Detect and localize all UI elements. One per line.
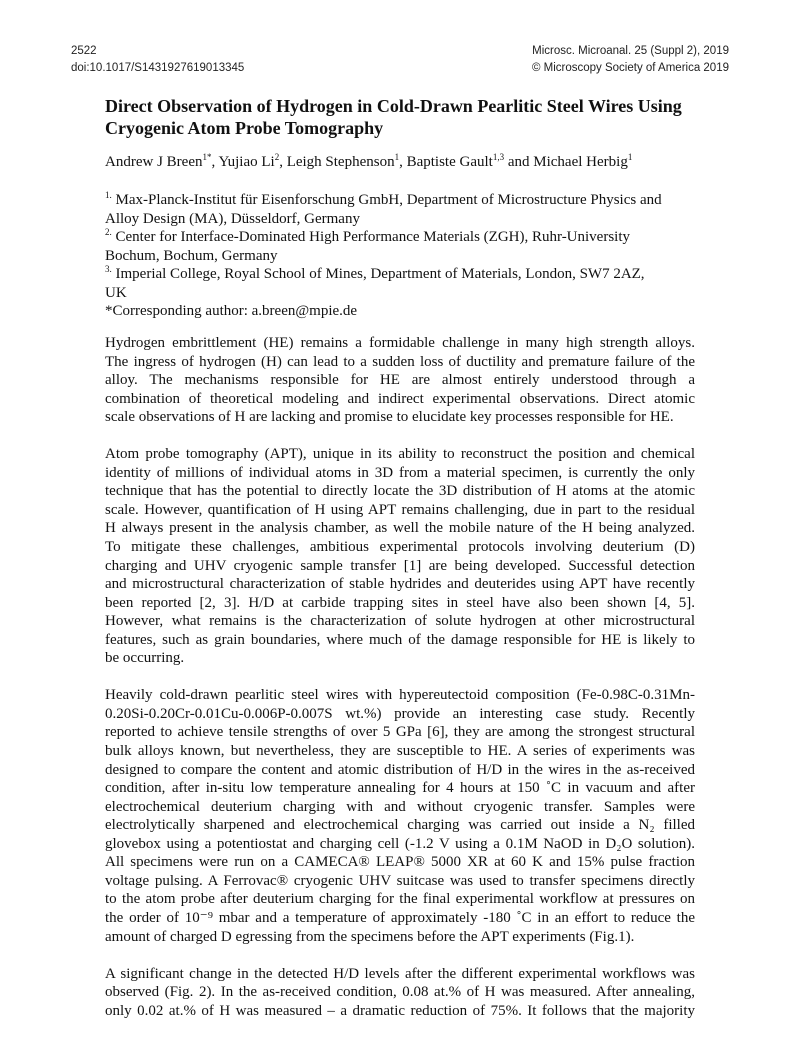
author-separator: , — [399, 154, 407, 170]
text-line: only 0.02 at.% of H was measured – a dramatic reduction of 75%. It follows that the majority — [105, 1002, 695, 1019]
text-line: Hydrogen embrittlement (HE) remains a formidable challenge in many high strength alloys. — [105, 335, 695, 351]
paragraph — [105, 686, 695, 946]
text-line: A significant change in the detected H/D levels after the different experimental workflows was — [105, 965, 695, 982]
text-line: glovebox using a potentiostat and charging cell (-1.2 V using a 0.1M NaOD in D₂O solution). — [105, 835, 695, 852]
author-separator: and — [504, 154, 534, 170]
author-name: Yujiao Li — [218, 154, 275, 170]
author-separator: , — [279, 154, 287, 170]
affiliation-number: 2. — [105, 227, 112, 237]
affiliation-line — [105, 284, 662, 303]
text-line: 0.20Si-0.20Cr-0.01Cu-0.006P-0.007S wt.%) provide an interesting case study. Recently — [105, 705, 695, 722]
text-line: observed (Fig. 2). In the as-received condition, 0.08 at.% of H was measured. After annealing, — [105, 984, 695, 1001]
title-line: Direct Observation of Hydrogen in Cold-Drawn Pearlitic Steel Wires Using — [105, 96, 682, 116]
text-line: All specimens were run on a CAMECA® LEAP® 5000 XR at 60 K and 15% pulse fraction — [105, 854, 695, 871]
affiliation-number: 3. — [105, 264, 112, 274]
text-line: electrolytically sharpened and electrochemical charging was carried out inside a N₂ filled — [105, 817, 695, 834]
text-line: the order of 10⁻⁹ mbar and a temperature of approximately -180 ˚C in an effort to reduce the — [105, 909, 695, 926]
header-left — [71, 43, 244, 76]
text-line: reported to achieve tensile strengths of over 5 GPa [6], they are among the strongest structural — [105, 724, 695, 741]
text-line: electrochemical deuterium charging with and without cryogenic transfer. Samples were — [105, 798, 695, 815]
affiliation-line — [105, 228, 662, 247]
text-line: be occurring. — [105, 650, 185, 667]
affiliation-number: 1. — [105, 190, 112, 200]
affiliations — [105, 191, 662, 321]
text-line: To mitigate these challenges, ambitious experimental protocols involving deuterium (D) — [105, 539, 695, 556]
affiliation-text: UK — [105, 284, 127, 301]
author-name: Andrew J Breen — [105, 154, 203, 170]
text-line: features, such as grain boundaries, where much of the damage responsible for HE is likely to — [105, 631, 695, 648]
body-text — [105, 334, 695, 1039]
text-line: scale. However, quantification of H using APT remains challenging, due in part to the residual — [105, 501, 695, 518]
text-line: voltage pulsing. A Ferrovac® cryogenic UHV suitcase was used to transfer specimens directly — [105, 872, 695, 889]
author-affiliation-mark: 1* — [202, 152, 212, 162]
text-line: The ingress of hydrogen (H) can lead to a sudden loss of ductility and premature failure of the — [105, 353, 695, 370]
text-line: H always present in the analysis chamber, as well the mobile nature of the H being analyzed. — [105, 520, 695, 537]
paper-title — [105, 95, 705, 139]
author-list — [105, 153, 632, 172]
affiliation-line — [105, 265, 662, 284]
affiliation-line — [105, 247, 662, 266]
page-number: 2522 — [71, 45, 97, 57]
affiliation-text: Alloy Design (MA), Düsseldorf, Germany — [105, 210, 360, 227]
text-line: been reported [2, 3]. H/D at carbide trapping sites in steel have also been shown [4, 5]. — [105, 594, 695, 611]
text-line: charging and UHV cryogenic sample transfer [1] are being developed. Successful detection — [105, 557, 695, 574]
text-line: Heavily cold-drawn pearlitic steel wires with hypereutectoid composition (Fe-0.98C-0.31Mn- — [105, 687, 695, 704]
text-line: amount of charged D egressing from the specimens before the APT experiments (Fig.1). — [105, 928, 635, 945]
text-line: to the atom probe after deuterium charging for the final experimental workflow at pressures on — [105, 891, 695, 908]
author-separator: , — [211, 154, 219, 170]
text-line: However, what remains is the characterization of solute hydrogen at other microstructural — [105, 613, 695, 630]
author-affiliation-mark: 1,3 — [492, 152, 505, 162]
journal-citation: Microsc. Microanal. 25 (Suppl 2), 2019 — [532, 45, 729, 57]
copyright: © Microscopy Society of America 2019 — [531, 61, 729, 74]
text-line: technique that has the potential to directly locate the 3D distribution of H atoms at the atomic — [105, 483, 695, 500]
corresponding-author[interactable]: *Corresponding author: a.breen@mpie.de — [105, 303, 358, 319]
text-line: identity of millions of individual atoms in 3D from a material specimen, is currently the only — [105, 464, 695, 481]
author-affiliation-mark: 1 — [394, 152, 400, 162]
text-line: condition, after in-situ low temperature annealing for 4 hours at 150 ˚C in vacuum and after — [105, 780, 695, 797]
text-line: Atom probe tomography (APT), unique in its ability to reconstruct the position and chemical — [105, 446, 695, 463]
author-name: Michael Herbig — [533, 154, 628, 170]
author-affiliation-mark: 1 — [627, 152, 633, 162]
text-line: bulk alloys known, but nevertheless, they are susceptible to HE. A series of experiments was — [105, 743, 695, 760]
affiliation-text: Bochum, Bochum, Germany — [105, 247, 278, 264]
text-line: scale observations of H are lacking and promise to elucidate key processes responsible for HE. — [105, 409, 674, 426]
header-right — [532, 43, 729, 76]
title-line: Cryogenic Atom Probe Tomography — [105, 118, 384, 138]
affiliation-text: Imperial College, Royal School of Mines, Department of Materials, London, SW7 2AZ, — [111, 266, 645, 282]
text-line: and microstructural characterization of stable hydrides and deuterides using APT have recently — [105, 576, 695, 593]
text-line: combination of theoretical modeling and indirect experimental observations. Direct atomic — [105, 390, 695, 407]
paragraph — [105, 334, 695, 427]
affiliation-text: Center for Interface-Dominated High Performance Materials (ZGH), Ruhr-University — [111, 229, 631, 245]
affiliation-line — [105, 210, 662, 229]
author-name: Baptiste Gault — [406, 154, 493, 170]
affiliation-line — [105, 191, 662, 210]
paragraph — [105, 965, 695, 1021]
doi[interactable]: doi:10.1017/S1431927619013345 — [71, 61, 245, 74]
text-line: designed to compare the content and atomic distribution of H/D in the wires in the as-received — [105, 761, 695, 778]
text-line: alloy. The mechanisms responsible for HE are almost entirely understood through a — [105, 372, 695, 389]
author-name: Leigh Stephenson — [286, 154, 395, 170]
author-affiliation-mark: 2 — [274, 152, 280, 162]
paragraph — [105, 445, 695, 668]
affiliation-text: Max-Planck-Institut für Eisenforschung GmbH, Department of Microstructure Physics and — [111, 192, 662, 208]
